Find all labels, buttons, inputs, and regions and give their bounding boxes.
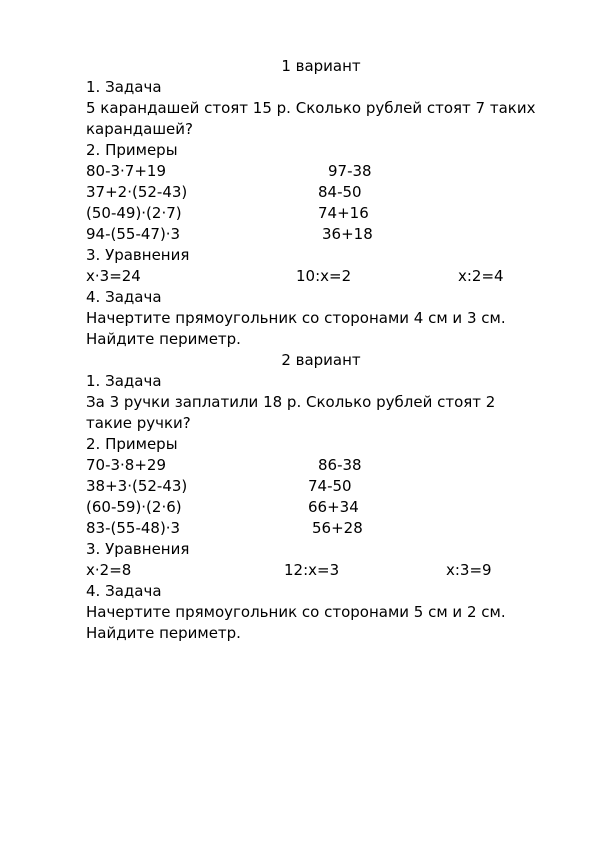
example-right: 97-38	[328, 162, 372, 180]
task-4-text: Начертите прямоугольник со сторонами 5 см и 2 см. Найдите периметр.	[86, 603, 506, 642]
equations-heading: 3. Уравнения	[86, 540, 190, 558]
task-1-text: За 3 ручки заплатили 18 р. Сколько рублей стоят 2 такие ручки?	[86, 393, 496, 432]
variant-1-title: 1 вариант	[281, 57, 361, 75]
example-row	[86, 182, 566, 203]
example-row	[86, 476, 566, 497]
example-right: 36+18	[322, 225, 373, 243]
task-1-heading: 1. Задача	[86, 78, 162, 96]
variant-1-section	[86, 56, 566, 350]
example-left: 83-(55-48)·3	[86, 519, 181, 537]
example-left: (50-49)·(2·7)	[86, 204, 182, 222]
equation: 12:х=3	[284, 561, 340, 579]
examples-heading: 2. Примеры	[86, 435, 178, 453]
example-left: 70-3·8+29	[86, 456, 167, 474]
example-right: 66+34	[308, 498, 359, 516]
example-right: 74+16	[318, 204, 369, 222]
equations-row	[86, 266, 566, 287]
example-row	[86, 224, 566, 245]
equation: х·3=24	[86, 267, 141, 285]
equations-heading: 3. Уравнения	[86, 246, 190, 264]
equation: х:2=4	[458, 267, 504, 285]
example-right: 86-38	[318, 456, 362, 474]
task-1-text: 5 карандашей стоят 15 р. Сколько рублей стоят 7 таких карандашей?	[86, 99, 536, 138]
task-4-heading: 4. Задача	[86, 288, 162, 306]
example-left: 94-(55-47)·3	[86, 225, 181, 243]
equation: х·2=8	[86, 561, 132, 579]
example-left: 37+2·(52-43)	[86, 183, 188, 201]
equation: 10:х=2	[296, 267, 352, 285]
example-row	[86, 455, 566, 476]
example-row	[86, 203, 566, 224]
example-right: 74-50	[308, 477, 352, 495]
example-left: 38+3·(52-43)	[86, 477, 188, 495]
example-row	[86, 161, 566, 182]
task-1-heading: 1. Задача	[86, 372, 162, 390]
example-left: 80-3·7+19	[86, 162, 167, 180]
example-row	[86, 518, 566, 539]
variant-2-title: 2 вариант	[281, 351, 361, 369]
example-row	[86, 497, 566, 518]
equations-row	[86, 560, 566, 581]
example-right: 84-50	[318, 183, 362, 201]
examples-heading: 2. Примеры	[86, 141, 178, 159]
example-right: 56+28	[312, 519, 363, 537]
task-4-text: Начертите прямоугольник со сторонами 4 см и 3 см. Найдите периметр.	[86, 309, 506, 348]
example-left: (60-59)·(2·6)	[86, 498, 182, 516]
equation: х:3=9	[446, 561, 492, 579]
task-4-heading: 4. Задача	[86, 582, 162, 600]
variant-2-section	[86, 350, 566, 644]
